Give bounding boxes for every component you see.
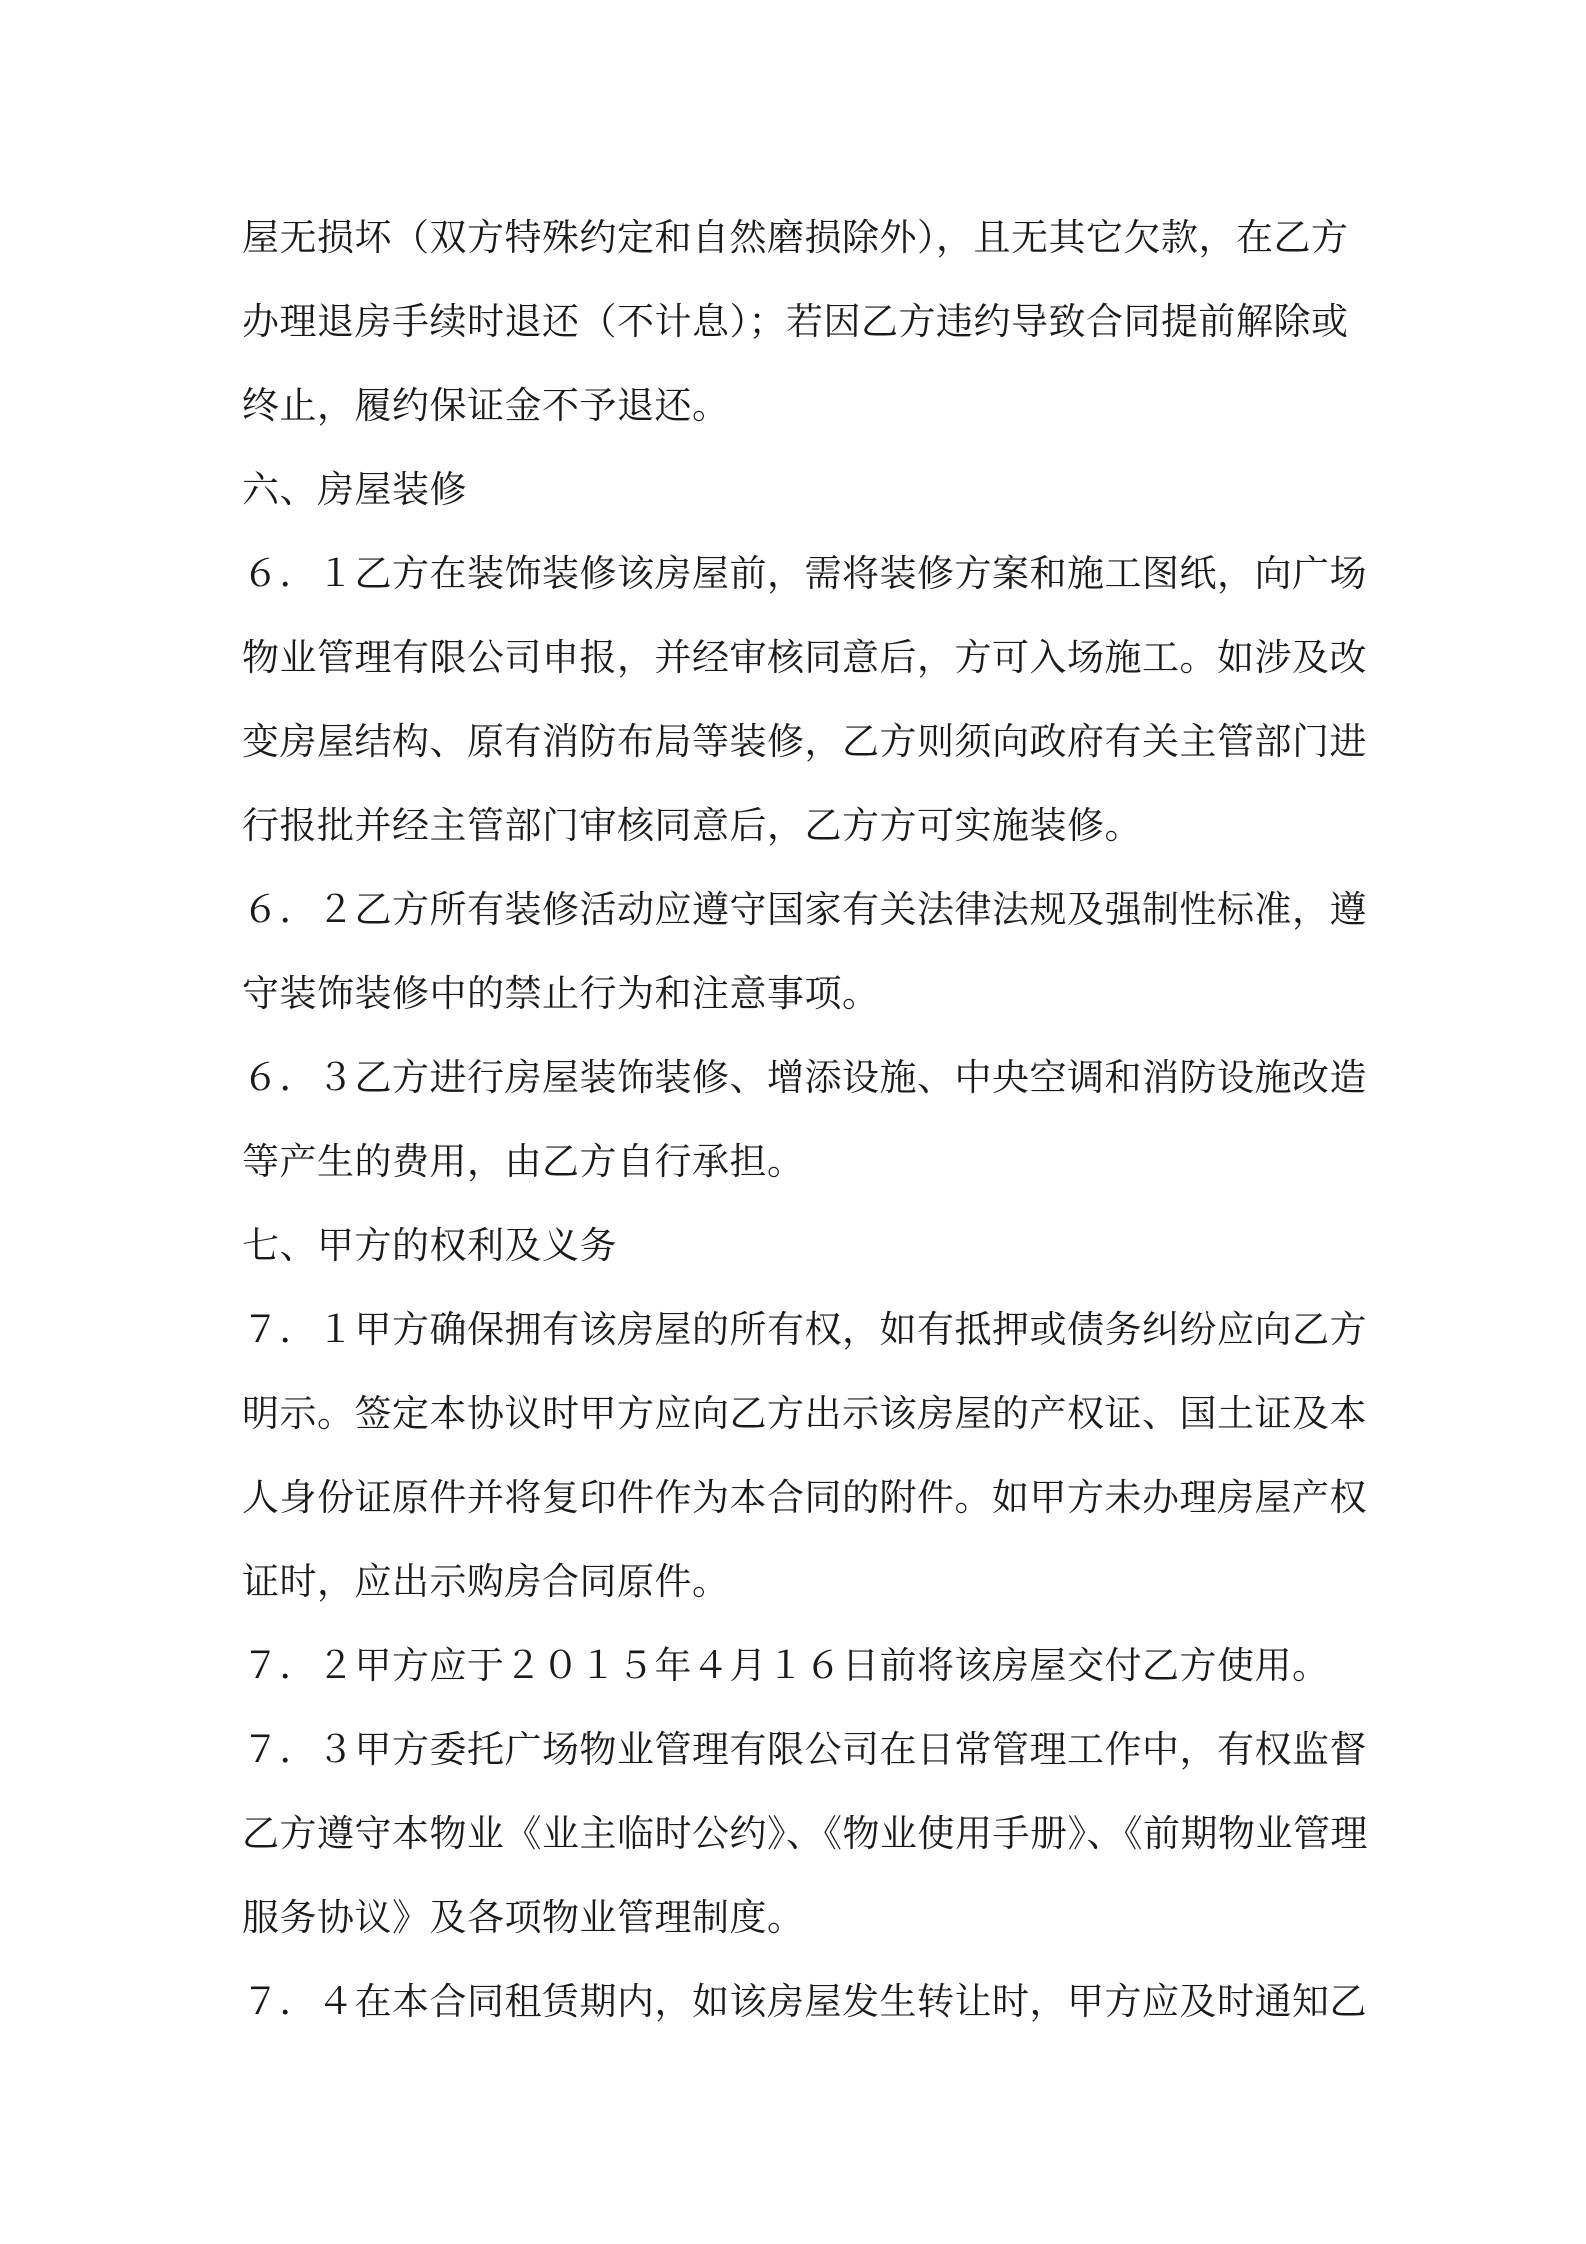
clause-6-2: ６．２乙方所有装修活动应遵守国家有关法律法规及强制性标准，遵 (242, 888, 1367, 931)
text-line: 屋无损坏（双方特殊约定和自然磨损除外），且无其它欠款，在乙方 (242, 216, 1349, 259)
section-heading-party-a-rights: 七、甲方的权利及义务 (242, 1224, 617, 1267)
text-line: 明示。签定本协议时甲方应向乙方出示该房屋的产权证、国土证及本 (242, 1392, 1367, 1435)
text-line: 乙方遵守本物业《业主临时公约》、《物业使用手册》、《前期物业管理 (242, 1812, 1368, 1855)
text-line: 守装饰装修中的禁止行为和注意事项。 (242, 972, 880, 1015)
text-line: 行报批并经主管部门审核同意后，乙方方可实施装修。 (242, 804, 1142, 847)
section-heading-renovation: 六、房屋装修 (242, 468, 467, 511)
clause-6-1: ６．１乙方在装饰装修该房屋前，需将装修方案和施工图纸，向广场 (242, 552, 1367, 595)
clause-7-2: ７．２甲方应于２０１５年４月１６日前将该房屋交付乙方使用。 (242, 1644, 1330, 1687)
text-line: 等产生的费用，由乙方自行承担。 (242, 1140, 805, 1183)
contract-text (242, 196, 1368, 2044)
text-line: 证时，应出示购房合同原件。 (242, 1560, 730, 1603)
clause-6-3: ６．３乙方进行房屋装饰装修、增添设施、中央空调和消防设施改造 (242, 1056, 1367, 1099)
text-line: 办理退房手续时退还（不计息）；若因乙方违约导致合同提前解除或 (242, 300, 1349, 343)
text-line: 服务协议》及各项物业管理制度。 (242, 1896, 805, 1939)
text-line: 物业管理有限公司申报，并经审核同意后，方可入场施工。如涉及改 (242, 636, 1367, 679)
text-line: 变房屋结构、原有消防布局等装修，乙方则须向政府有关主管部门进 (242, 720, 1367, 763)
clause-7-3: ７．３甲方委托广场物业管理有限公司在日常管理工作中，有权监督 (242, 1728, 1367, 1771)
clause-7-1: ７．１甲方确保拥有该房屋的所有权，如有抵押或债务纠纷应向乙方 (242, 1308, 1367, 1351)
clause-7-4: ７．４在本合同租赁期内，如该房屋发生转让时，甲方应及时通知乙 (242, 1980, 1367, 2023)
text-line: 人身份证原件并将复印件作为本合同的附件。如甲方未办理房屋产权 (242, 1476, 1367, 1519)
text-line: 终止，履约保证金不予退还。 (242, 384, 730, 427)
